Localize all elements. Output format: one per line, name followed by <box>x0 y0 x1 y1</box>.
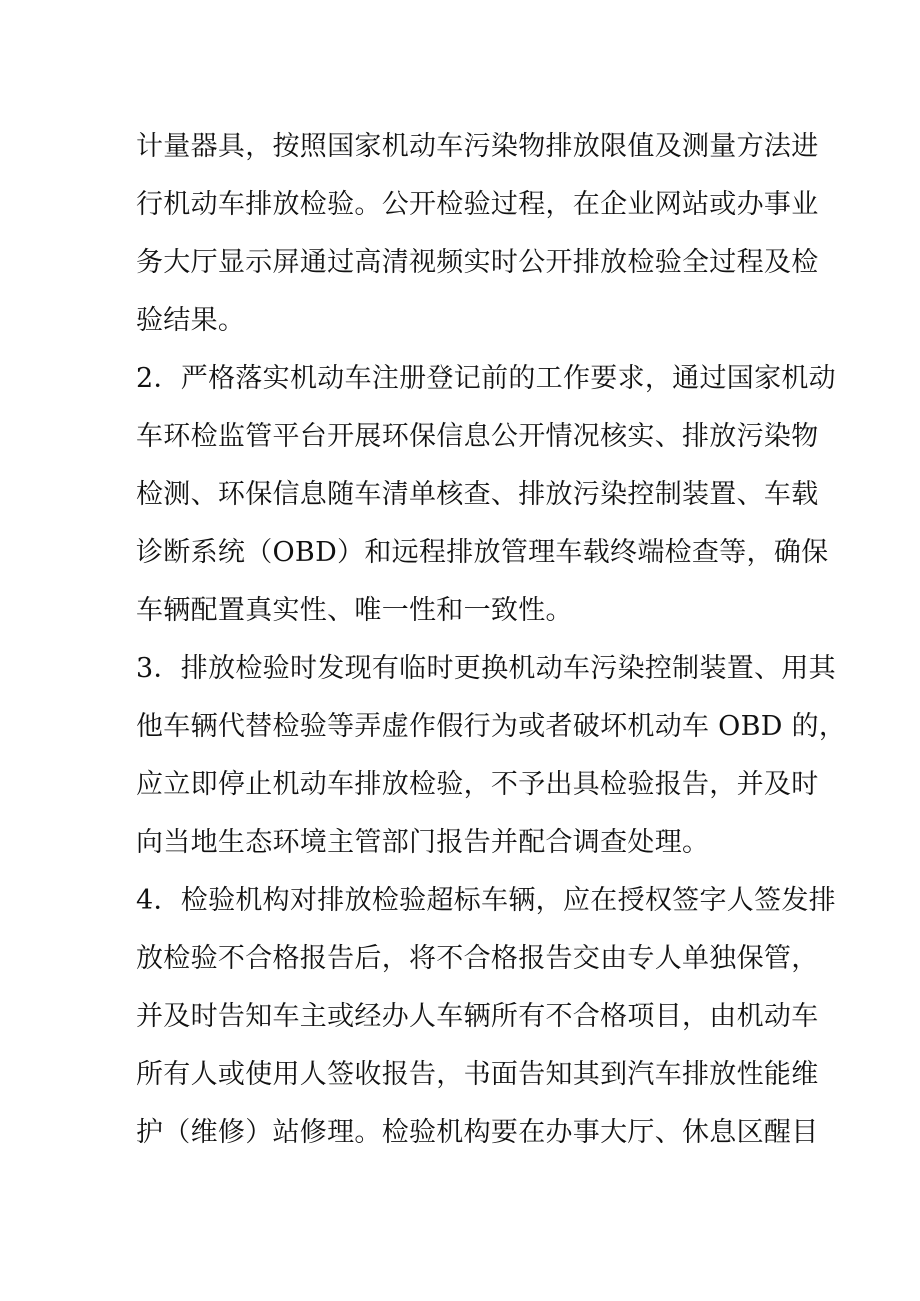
text-line: 车环检监管平台开展环保信息公开情况核实、排放污染物 <box>136 421 819 452</box>
text-line: 行机动车排放检验。公开检验过程，在企业网站或办事业 <box>136 189 819 220</box>
text-line: 车辆配置真实性、唯一性和一致性。 <box>136 595 573 626</box>
text-line: 放检验不合格报告后，将不合格报告交由专人单独保管， <box>136 943 819 974</box>
text-line: 护（维修）站修理。检验机构要在办事大厅、休息区醒目 <box>136 1117 819 1148</box>
body-text <box>136 118 847 1162</box>
text-line: 4．检验机构对排放检验超标车辆，应在授权签字人签发排 <box>136 885 836 916</box>
text-line: 他车辆代替检验等弄虚作假行为或者破坏机动车 OBD 的， <box>136 711 847 742</box>
text-line: 所有人或使用人签收报告，书面告知其到汽车排放性能维 <box>136 1059 819 1090</box>
text-line: 务大厅显示屏通过高清视频实时公开排放检验全过程及检 <box>136 247 819 278</box>
text-line: 3．排放检验时发现有临时更换机动车污染控制装置、用其 <box>136 653 836 684</box>
text-line: 验结果。 <box>136 305 246 336</box>
text-line: 检测、环保信息随车清单核查、排放污染控制装置、车载 <box>136 479 819 510</box>
text-line: 计量器具，按照国家机动车污染物排放限值及测量方法进 <box>136 131 819 162</box>
text-line: 并及时告知车主或经办人车辆所有不合格项目，由机动车 <box>136 1001 819 1032</box>
text-line: 2．严格落实机动车注册登记前的工作要求，通过国家机动 <box>136 363 836 394</box>
text-line: 应立即停止机动车排放检验，不予出具检验报告，并及时 <box>136 769 819 800</box>
text-line: 向当地生态环境主管部门报告并配合调查处理。 <box>136 827 710 858</box>
text-line: 诊断系统（OBD）和远程排放管理车载终端检查等，确保 <box>136 537 829 568</box>
